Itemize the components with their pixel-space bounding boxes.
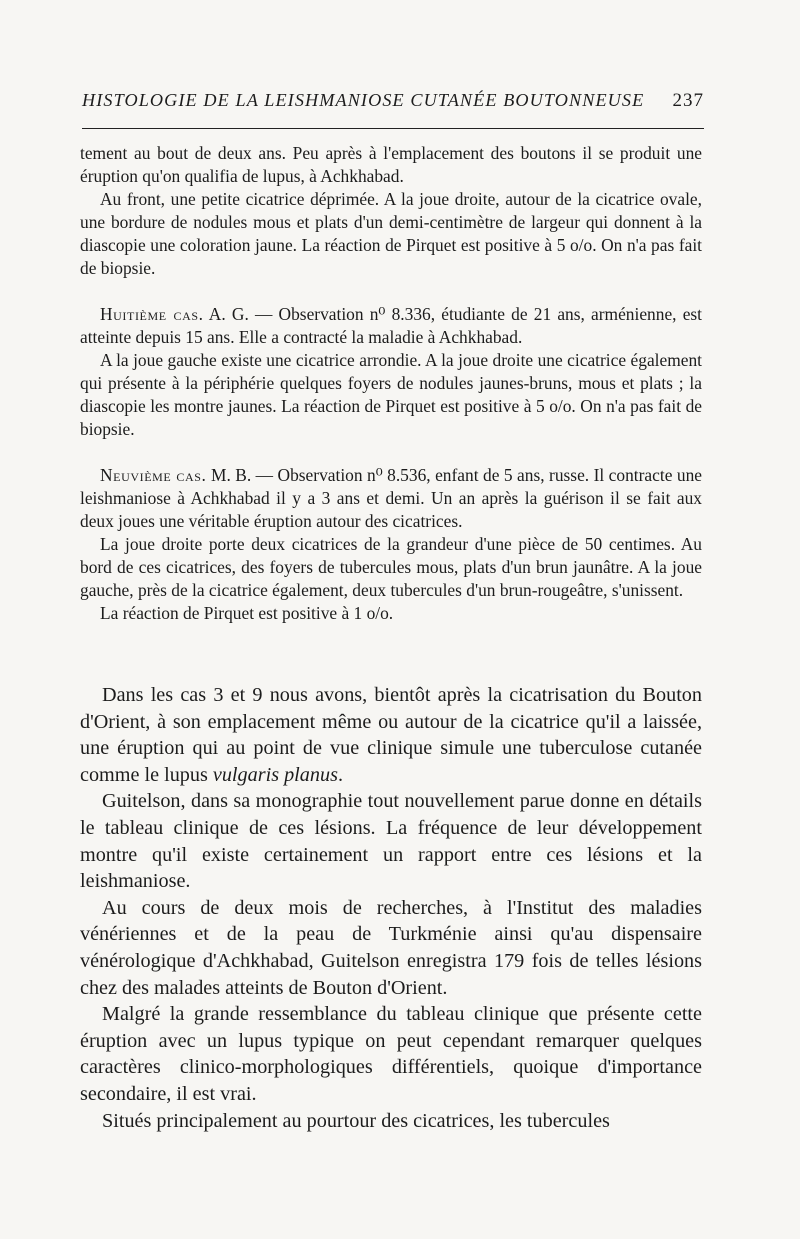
case-label: Neuvième cas.	[100, 465, 207, 485]
paragraph: Au front, une petite cicatrice déprimée. A la joue droite, autour de la cicatrice ovale, une bordure de nodules mous et plats d'un demi-centimètre de largeur qui donnent à la diascopie une coloration jaune. La réaction de Pirquet est positive à 5 o/o. On n'a pas fait de biopsie.	[80, 189, 702, 278]
header-rule	[82, 128, 704, 129]
paragraph-text: Dans les cas 3 et 9 nous avons, bientôt après la cicatrisation du Bouton d'Orient, à son emplacement même ou autour de la cicatrice qu'il a laissée, une éruption qui au point de vue clinique simule une tuberculose cutanée comme le lupus	[80, 684, 702, 786]
paragraph: tement au bout de deux ans. Peu après à l'emplacement des boutons il se produit une éruption qu'on qualifia de lupus, à Achkhabad.	[80, 143, 702, 186]
paragraph: A la joue gauche existe une cicatrice arrondie. A la joue droite une cicatrice également qui présente à la périphérie quelques foyers de nodules jaunes-bruns, mous et plats ; la diascopie les montre jaunes. La réaction de Pirquet est positive à 5 o/o. On n'a pas fait de biopsie.	[80, 350, 702, 439]
paragraph: Malgré la grande ressemblance du tableau clinique que présente cette éruption avec un lupus typique on peut cependant remarquer quelques caractères clinico-morphologiques différentiels, quoique d'importance secondaire, il est vrai.	[80, 1003, 702, 1105]
paragraph-text: M. B. — Observation n⁰ 8.536, enfant de 5 ans, russe. Il contracte une leishmaniose à Achkhabad il y a 3 ans et demi. Un an après la guérison il se fait aux deux joues une véritable éruption autour des cicatrices.	[80, 465, 702, 531]
paragraph: La joue droite porte deux cicatrices de la grandeur d'une pièce de 50 centimes. Au bord de ces cicatrices, des foyers de tubercules mous, plats d'un brun jaunâtre. A la joue gauche, près de la cicatrice également, deux tubercules d'un brun-rougeâtre, s'unissent.	[80, 534, 702, 600]
case-nine-paragraph	[80, 464, 702, 533]
case-label: Huitième cas.	[100, 304, 204, 324]
paragraph: Au cours de deux mois de recherches, à l'Institut des maladies vénériennes et de la peau de Turkménie ainsi qu'au dispensaire vénérologique d'Achkhabad, Guitelson enregistra 179 fois de telles lésions chez des malades atteints de Bouton d'Orient.	[80, 896, 702, 999]
italic-term: vulgaris planus	[212, 763, 338, 786]
case-reports	[80, 142, 702, 625]
case-eight-paragraph	[80, 303, 702, 349]
paragraph: Situés principalement au pourtour des cicatrices, les tubercules	[102, 1109, 610, 1132]
running-title: HISTOLOGIE DE LA LEISHMANIOSE CUTANÉE BOUTONNEUSE	[82, 90, 645, 110]
main-text	[80, 682, 702, 1134]
paragraph: La réaction de Pirquet est positive à 1 o/o.	[100, 603, 394, 623]
page-number: 237	[672, 90, 704, 111]
paragraph-text: A. G. — Observation n⁰ 8.336, étudiante de 21 ans, arménienne, est atteinte depuis 15 ans. Elle a contracté la maladie à Achkhabad.	[80, 304, 703, 347]
paragraph	[80, 682, 702, 788]
paragraph: Guitelson, dans sa monographie tout nouvellement parue donne en détails le tableau clinique de ces lésions. La fréquence de leur développement montre qu'il existe certainement un rapport entre ces lésions et la leishmaniose.	[80, 790, 702, 893]
page-header	[82, 90, 704, 112]
paragraph-text: .	[337, 763, 343, 786]
